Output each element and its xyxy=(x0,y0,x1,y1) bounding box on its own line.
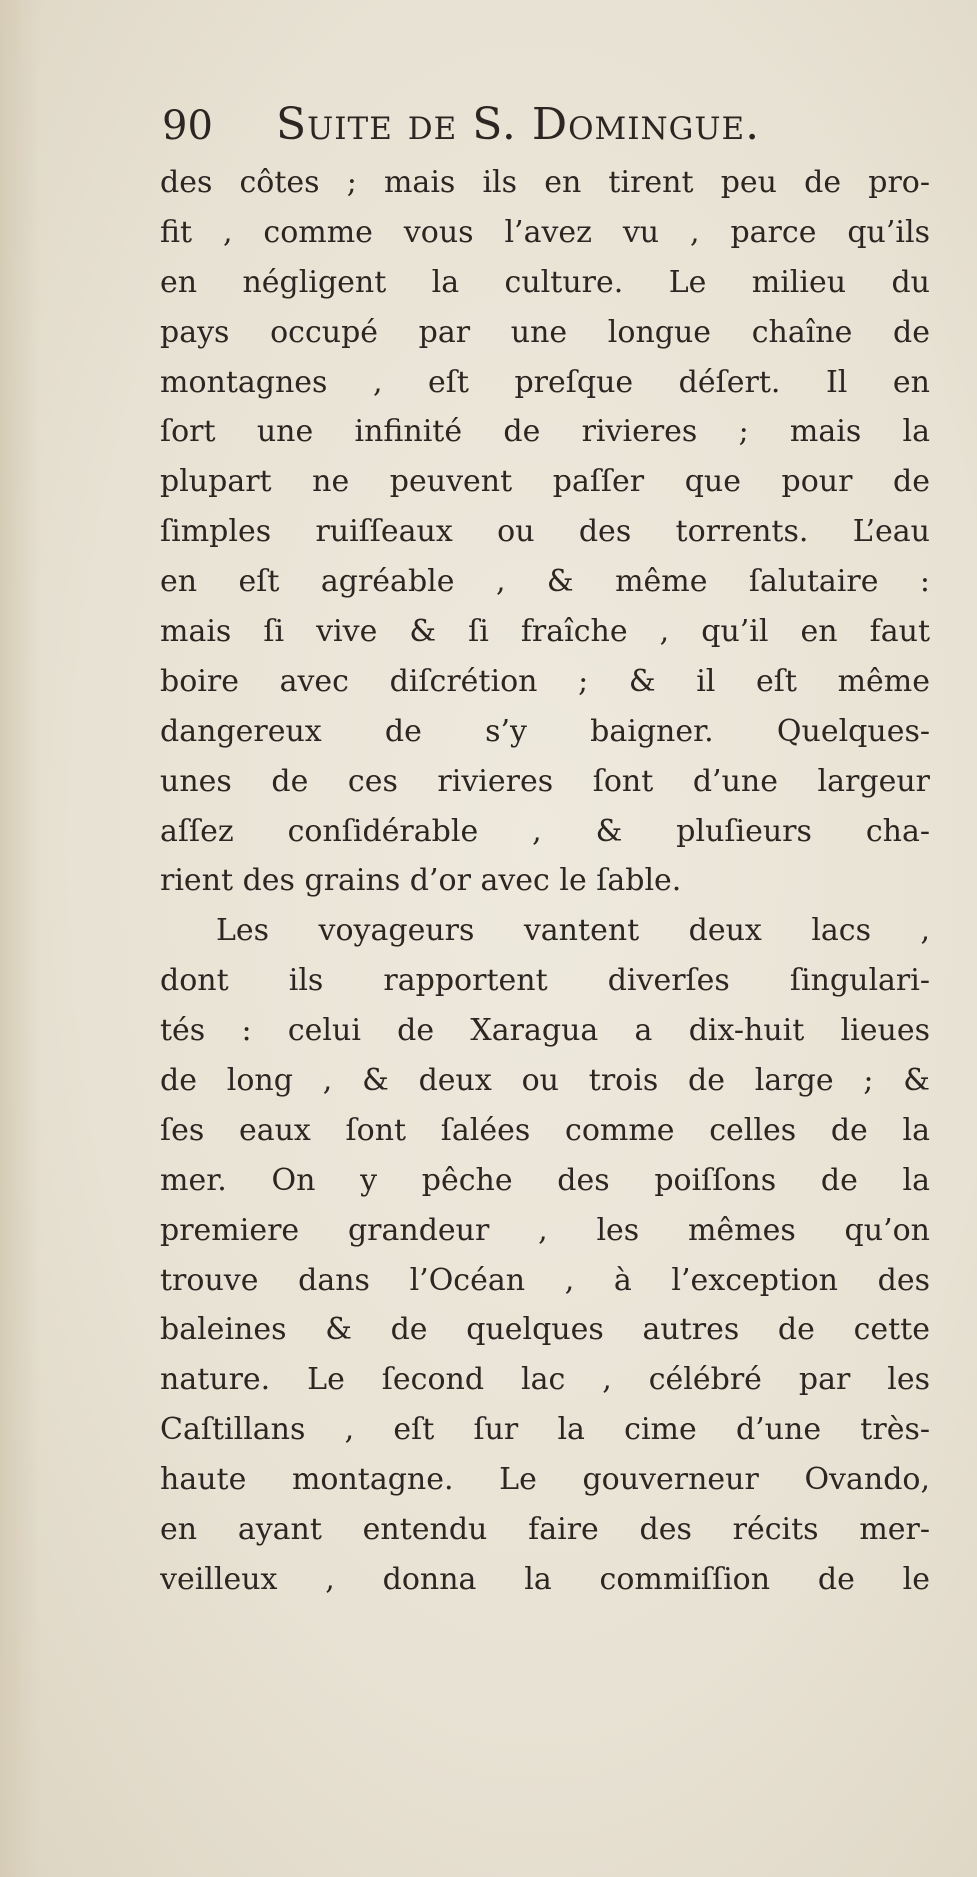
text-line: en eſt agréable , & même ſalutaire : xyxy=(160,564,930,600)
text-line: trouve dans l’Océan , à l’exception des xyxy=(160,1262,930,1298)
text-line: dangereux de s’y baigner. Quelques- xyxy=(160,713,930,749)
text-line: haute montagne. Le gouverneur Ovando, xyxy=(160,1462,930,1498)
text-line: montagnes , eſt preſque déſert. Il en xyxy=(160,364,930,400)
text-line: ſimples ruiſſeaux ou des torrents. L’eau xyxy=(160,514,930,550)
text-line: mer. On y pêche des poiſſons de la xyxy=(160,1162,930,1198)
page-gutter-shadow xyxy=(0,0,40,1877)
running-head: Suite de S. Domingue. xyxy=(276,99,761,150)
text-line: Les voyageurs vantent deux lacs , xyxy=(216,913,930,949)
text-line: ſes eaux ſont ſalées comme celles de la xyxy=(160,1112,930,1148)
text-line: tés : celui de Xaragua a dix-huit lieues xyxy=(160,1013,930,1049)
text-line: premiere grandeur , les mêmes qu’on xyxy=(160,1212,930,1248)
text-line: des côtes ; mais ils en tirent peu de pro- xyxy=(160,165,930,200)
text-line: unes de ces rivieres ſont d’une largeur xyxy=(160,763,930,799)
text-line: plupart ne peuvent paſſer que pour de xyxy=(160,464,930,500)
text-line: dont ils rapportent diverſes ſingulari- xyxy=(160,963,930,999)
body-text xyxy=(160,158,930,1605)
text-line: baleines & de quelques autres de cette xyxy=(160,1312,930,1348)
text-line: boire avec diſcrétion ; & il eſt même xyxy=(160,663,930,699)
text-line: en négligent la culture. Le milieu du xyxy=(160,264,930,300)
text-line: de long , & deux ou trois de large ; & xyxy=(160,1063,930,1099)
text-line: Caſtillans , eſt ſur la cime d’une très- xyxy=(160,1412,930,1448)
text-line: fit , comme vous l’avez vu , parce qu’ils xyxy=(160,214,930,250)
text-line: veilleux , donna la commiſſion de le xyxy=(160,1561,930,1597)
text-line: en ayant entendu faire des récits mer- xyxy=(160,1512,930,1548)
text-line: ſort une infinité de rivieres ; mais la xyxy=(160,414,930,450)
page-header xyxy=(162,95,942,165)
text-line: pays occupé par une longue chaîne de xyxy=(160,314,930,350)
text-line: rient des grains d’or avec le ſable. xyxy=(160,863,682,899)
page-number: 90 xyxy=(162,103,213,149)
text-line: nature. Le ſecond lac , célébré par les xyxy=(160,1362,930,1398)
text-line: mais ſi vive & ſi fraîche , qu’il en faut xyxy=(160,614,930,650)
text-line: aſſez conſidérable , & pluſieurs cha- xyxy=(160,813,930,849)
